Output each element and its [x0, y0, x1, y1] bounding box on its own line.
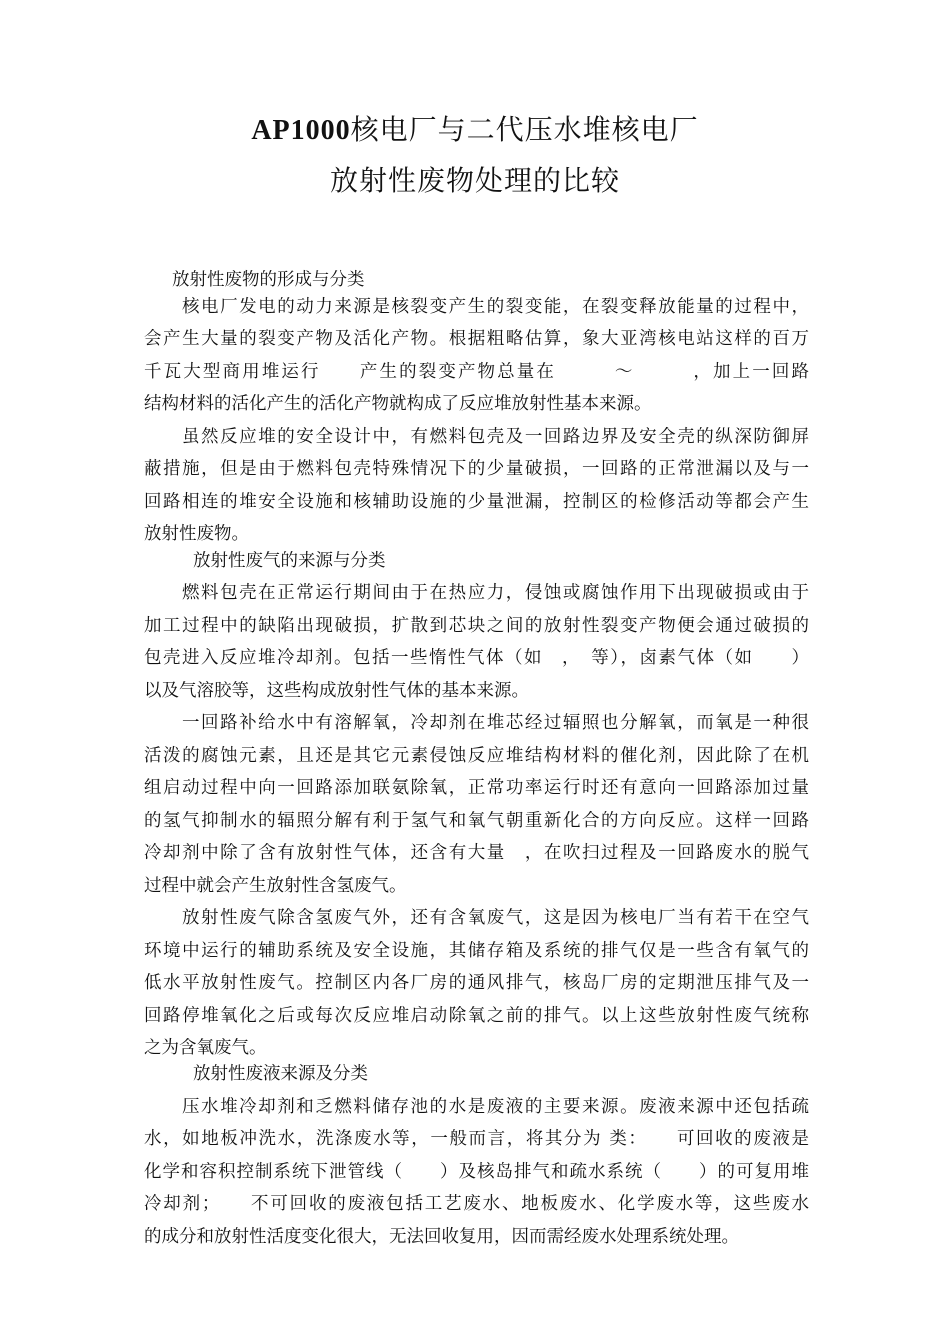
paragraph-line: 以及气溶胶等，这些构成放射性气体的基本来源。 — [144, 681, 529, 701]
section-heading-waste-formation: 放射性废物的形成与分类 — [172, 270, 365, 290]
paragraph-line: 冷却剂； 不可回收的废液包括工艺废水、地板废水、化学废水等，这些废水 — [144, 1194, 809, 1214]
paragraph-line: 的成分和放射性活度变化很大，无法回收复用，因而需经废水处理系统处理。 — [144, 1227, 739, 1247]
paragraph-line: 放射性废气除含氢废气外，还有含氧废气，这是因为核电厂当有若干在空气 — [182, 908, 809, 928]
paragraph-line: 燃料包壳在正常运行期间由于在热应力，侵蚀或腐蚀作用下出现破损或由于 — [182, 583, 809, 603]
paragraph-line: 的氢气抑制水的辐照分解有利于氢气和氧气朝重新化合的方向反应。这样一回路 — [144, 811, 809, 831]
paragraph-line: 水，如地板冲洗水，洗涤废水等，一般而言，将其分为 类： 可回收的废液是 — [144, 1129, 809, 1149]
title-model-name: AP1000 — [251, 115, 351, 146]
paragraph-line: 低水平放射性废气。控制区内各厂房的通风排气，核岛厂房的定期泄压排气及一 — [144, 973, 809, 993]
paragraph-line: 过程中就会产生放射性含氢废气。 — [144, 876, 407, 896]
paragraph-line: 之为含氧废气。 — [144, 1038, 267, 1058]
paragraph-line: 回路停堆氧化之后或每次反应堆启动除氧之前的排气。以上这些放射性废气统称 — [144, 1006, 809, 1026]
paragraph-line: 蔽措施，但是由于燃料包壳特殊情况下的少量破损，一回路的正常泄漏以及与一 — [144, 459, 809, 479]
section-heading-waste-liquid: 放射性废液来源及分类 — [193, 1064, 368, 1084]
document-title-line-1 — [0, 113, 950, 148]
paragraph-line: 核电厂发电的动力来源是核裂变产生的裂变能，在裂变释放能量的过程中， — [182, 297, 809, 317]
paragraph-line: 组启动过程中向一回路添加联氨除氧，正常功率运行时还有意向一回路添加过量 — [144, 778, 809, 798]
paragraph-line: 化学和容积控制系统下泄管线（ ）及核岛排气和疏水系统（ ）的可复用堆 — [144, 1162, 809, 1182]
paragraph-line: 一回路补给水中有溶解氧，冷却剂在堆芯经过辐照也分解氧，而氧是一种很 — [182, 713, 809, 733]
paragraph-line: 结构材料的活化产生的活化产物就构成了反应堆放射性基本来源。 — [144, 394, 652, 414]
title-rest: 核电厂与二代压水堆核电厂 — [350, 113, 699, 146]
paragraph-line: 放射性废物。 — [144, 524, 249, 544]
paragraph-line: 活泼的腐蚀元素，且还是其它元素侵蚀反应堆结构材料的催化剂，因此除了在机 — [144, 746, 809, 766]
paragraph-line: 压水堆冷却剂和乏燃料储存池的水是废液的主要来源。废液来源中还包括疏 — [182, 1097, 809, 1117]
paragraph-line: 千瓦大型商用堆运行 产生的裂变产物总量在 ～ ，加上一回路 — [144, 362, 809, 382]
document-title-line-2: 放射性废物处理的比较 — [329, 164, 620, 197]
paragraph-line: 回路相连的堆安全设施和核辅助设施的少量泄漏，控制区的检修活动等都会产生 — [144, 492, 809, 512]
paragraph-line: 虽然反应堆的安全设计中，有燃料包壳及一回路边界及安全壳的纵深防御屏 — [182, 427, 809, 447]
section-heading-waste-gas: 放射性废气的来源与分类 — [193, 551, 386, 571]
paragraph-line: 包壳进入反应堆冷却剂。包括一些惰性气体（如 ， 等），卤素气体（如 ） — [144, 648, 809, 668]
paragraph-line: 会产生大量的裂变产物及活化产物。根据粗略估算，象大亚湾核电站这样的百万 — [144, 329, 809, 349]
paragraph-line: 环境中运行的辅助系统及安全设施，其储存箱及系统的排气仅是一些含有氧气的 — [144, 941, 809, 961]
paragraph-line: 冷却剂中除了含有放射性气体，还含有大量 ，在吹扫过程及一回路废水的脱气 — [144, 843, 809, 863]
paragraph-line: 加工过程中的缺陷出现破损，扩散到芯块之间的放射性裂变产物便会通过破损的 — [144, 616, 809, 636]
